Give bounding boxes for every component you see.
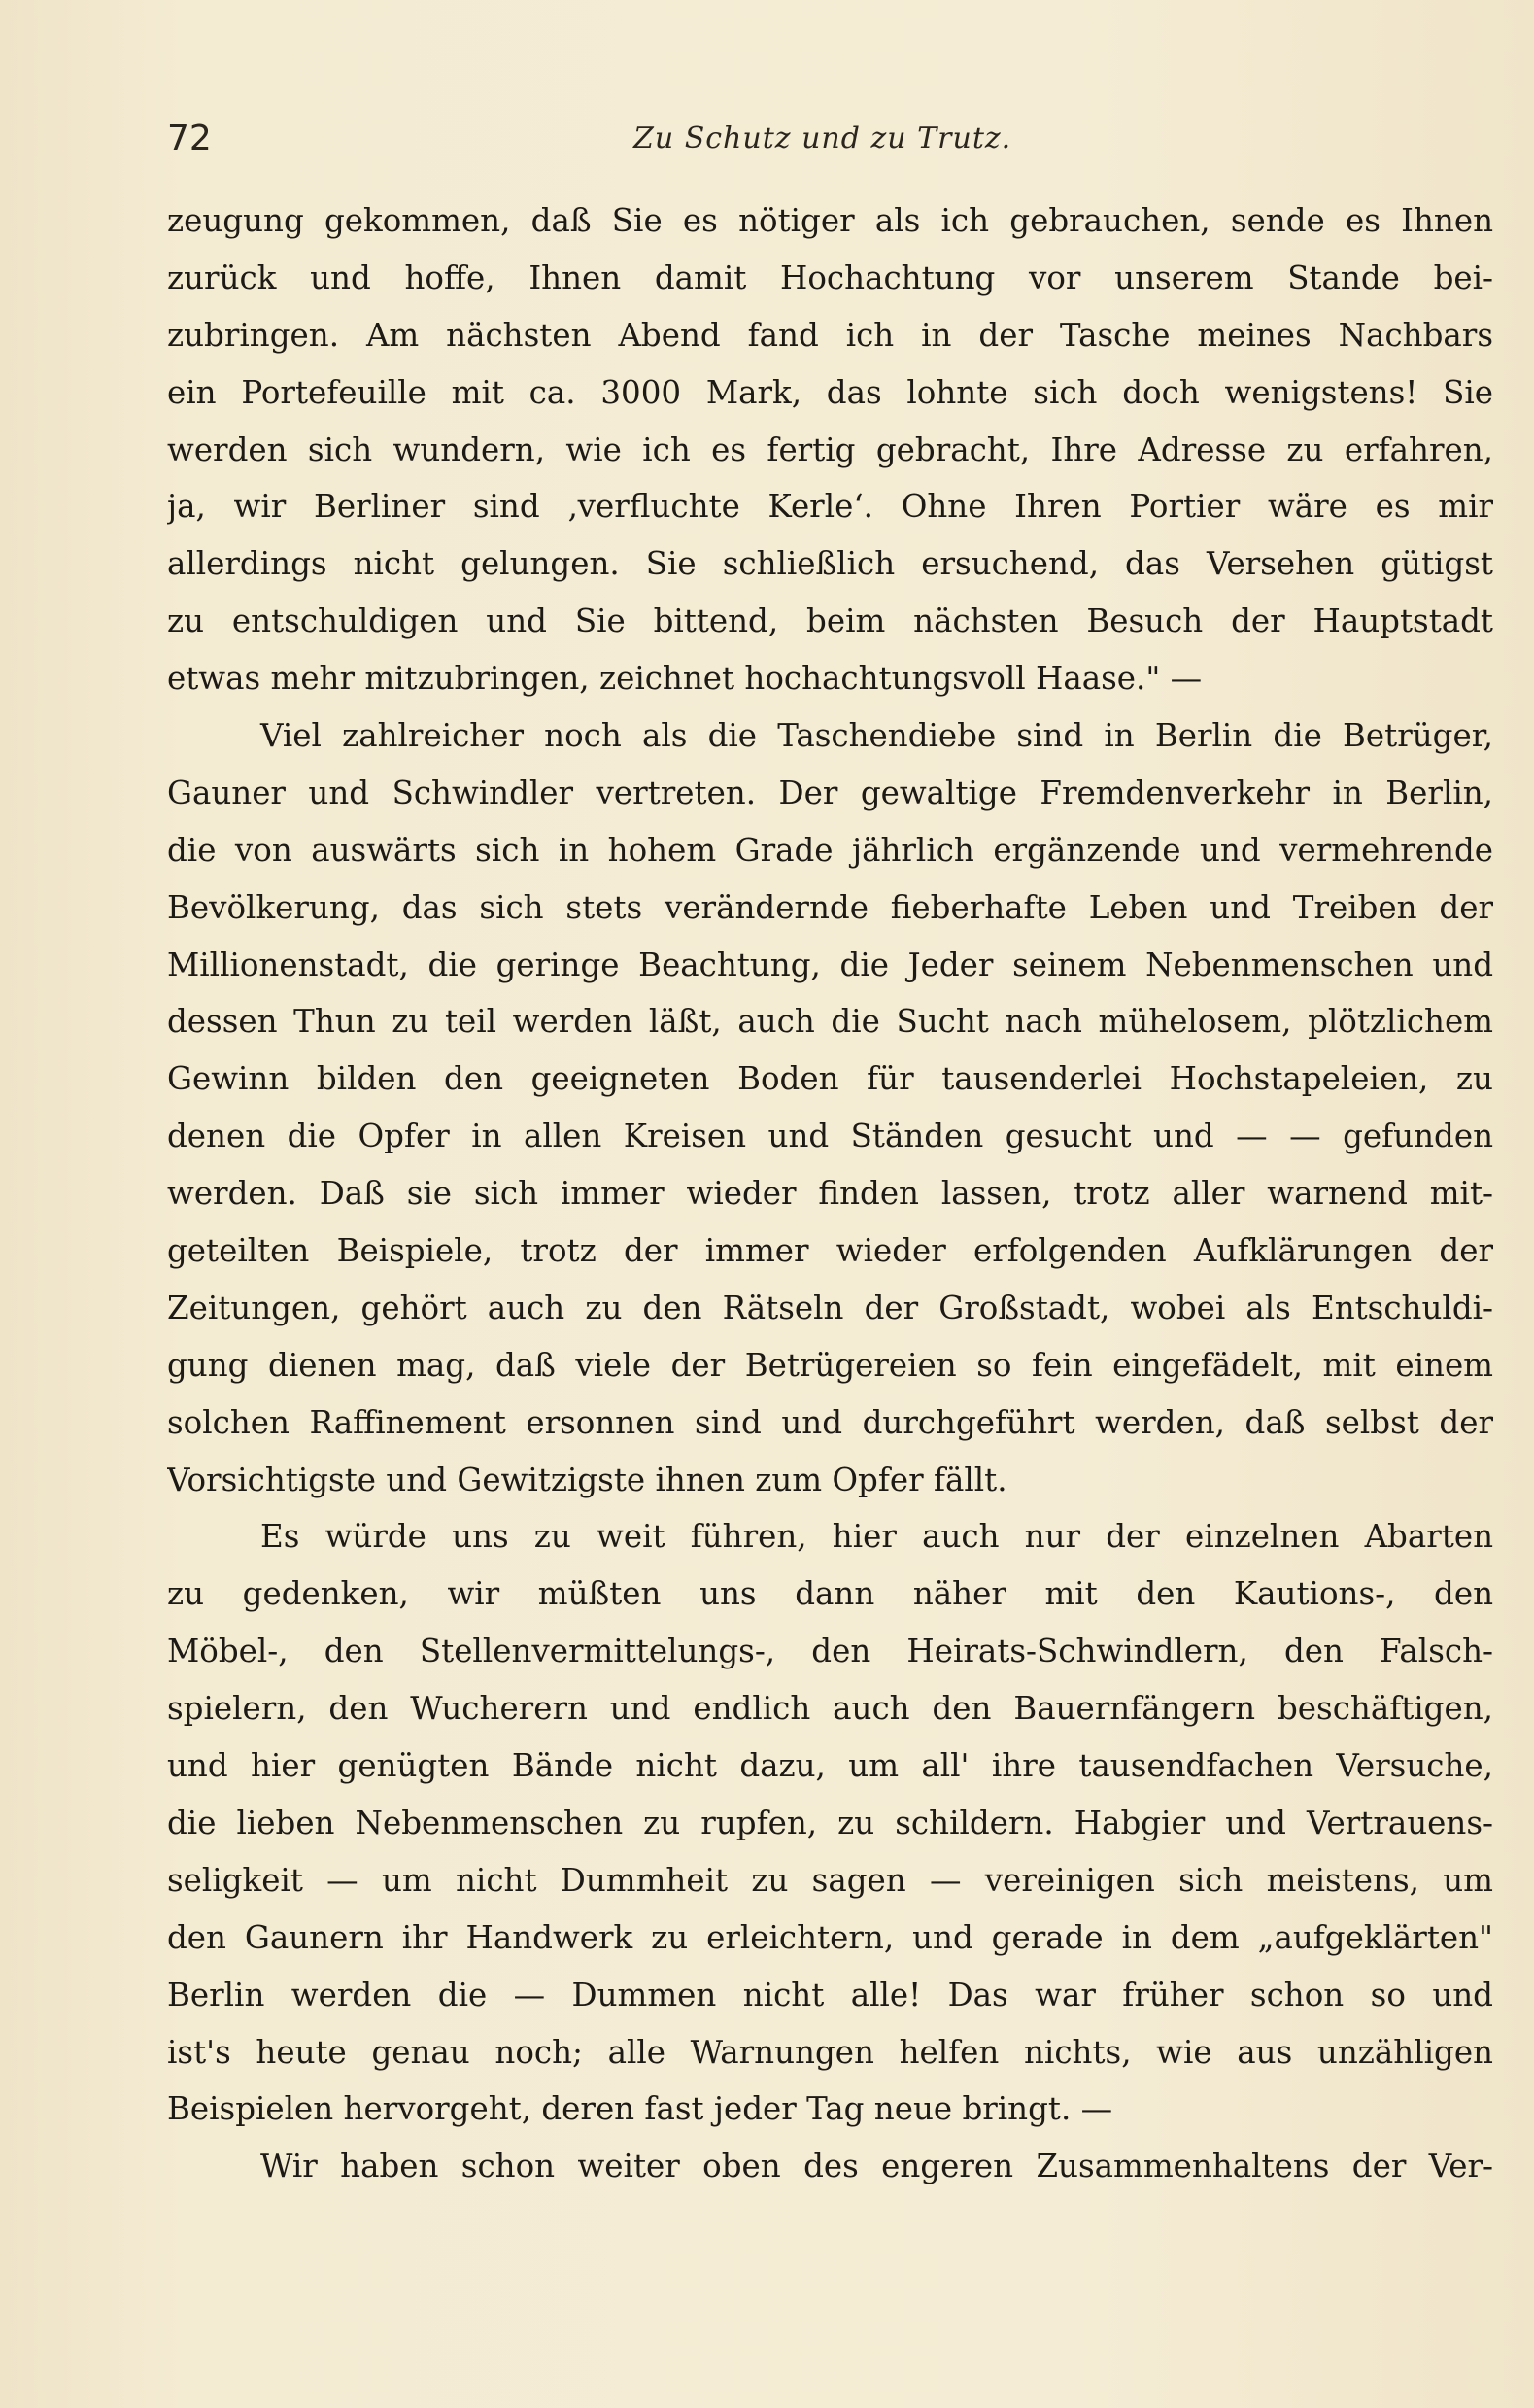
text-line: Gewinn bilden den geeigneten Boden für tausenderlei Hochstapeleien, zu: [167, 1060, 1493, 1098]
page-header: [167, 115, 1493, 163]
text-line: etwas mehr mitzubringen, zeichnet hochachtungsvoll Haase." —: [167, 660, 1203, 698]
text-line: und hier genügten Bände nicht dazu, um all' ihre tausendfachen Versuche,: [167, 1747, 1493, 1785]
text-line: denen die Opfer in allen Kreisen und Ständen gesucht und — — gefunden: [167, 1118, 1493, 1155]
text-line: den Gaunern ihr Handwerk zu erleichtern, und gerade in dem „aufgeklärten": [167, 1918, 1493, 1956]
text-line: Zeitungen, gehört auch zu den Rätseln der Großstadt, wobei als Entschuldi-: [167, 1289, 1493, 1326]
text-line: seligkeit — um nicht Dummheit zu sagen — vereinigen sich meistens, um: [167, 1861, 1493, 1899]
text-line: zeugung gekommen, daß Sie es nötiger als ich gebrauchen, sende es Ihnen: [167, 202, 1493, 239]
text-line: zu gedenken, wir müßten uns dann näher mit den Kautions-, den: [167, 1575, 1493, 1613]
text-line: Vorsichtigste und Gewitzigste ihnen zum Opfer fällt.: [167, 1461, 1007, 1498]
text-line: Möbel-, den Stellenvermittelungs-, den Heirats-Schwindlern, den Falsch-: [167, 1633, 1493, 1670]
text-line: Millionenstadt, die geringe Beachtung, die Jeder seinem Nebenmenschen und: [167, 946, 1493, 983]
text-line: allerdings nicht gelungen. Sie schließlich ersuchend, das Versehen gütigst: [167, 545, 1493, 583]
text-line: Beispielen hervorgeht, deren fast jeder Tag neue bringt. —: [167, 2090, 1113, 2128]
paragraph-start-line: Viel zahlreicher noch als die Taschendiebe sind in Berlin die Betrüger,: [260, 717, 1493, 755]
text-line: geteilten Beispiele, trotz der immer wieder erfolgenden Aufklärungen der: [167, 1232, 1493, 1270]
text-line: ja, wir Berliner sind ‚verfluchte Kerle‘. Ohne Ihren Portier wäre es mir: [167, 488, 1493, 526]
text-line: ist's heute genau noch; alle Warnungen helfen nichts, wie aus unzähligen: [167, 2033, 1493, 2071]
text-line: werden sich wundern, wie ich es fertig gebracht, Ihre Adresse zu erfahren,: [167, 430, 1493, 468]
text-line: spielern, den Wucherern und endlich auch den Bauernfängern beschäftigen,: [167, 1690, 1493, 1728]
paragraph-start-line: Es würde uns zu weit führen, hier auch nur der einzelnen Abarten: [260, 1518, 1493, 1556]
text-line: zu entschuldigen und Sie bittend, beim nächsten Besuch der Hauptstadt: [167, 602, 1493, 640]
text-line: zurück und hoffe, Ihnen damit Hochachtung vor unserem Stande bei-: [167, 258, 1493, 296]
text-line: dessen Thun zu teil werden läßt, auch die Sucht nach mühelosem, plötzlichem: [167, 1003, 1493, 1041]
text-line: Bevölkerung, das sich stets verändernde fieberhafte Leben und Treiben der: [167, 888, 1493, 926]
text-line: werden. Daß sie sich immer wieder finden lassen, trotz aller warnend mit-: [167, 1175, 1493, 1213]
page-number: 72: [167, 119, 212, 158]
text-line: solchen Raffinement ersonnen sind und durchgeführt werden, daß selbst der: [167, 1403, 1493, 1441]
text-line: ein Portefeuille mit ca. 3000 Mark, das lohnte sich doch wenigstens! Sie: [167, 373, 1493, 411]
paragraph-start-line: Wir haben schon weiter oben des engeren Zusammenhaltens der Ver-: [260, 2148, 1493, 2185]
text-line: Berlin werden die — Dummen nicht alle! Das war früher schon so und: [167, 1976, 1493, 2013]
body-text: [167, 192, 1493, 2195]
running-title: Zu Schutz und zu Trutz.: [633, 121, 1012, 155]
text-line: zubringen. Am nächsten Abend fand ich in der Tasche meines Nachbars: [167, 316, 1493, 354]
text-line: gung dienen mag, daß viele der Betrügereien so fein eingefädelt, mit einem: [167, 1346, 1493, 1384]
text-line: die von auswärts sich in hohem Grade jährlich ergänzende und vermehrende: [167, 831, 1493, 869]
text-line: Gauner und Schwindler vertreten. Der gewaltige Fremdenverkehr in Berlin,: [167, 774, 1493, 811]
text-line: die lieben Nebenmenschen zu rupfen, zu schildern. Habgier und Vertrauens-: [167, 1804, 1493, 1841]
